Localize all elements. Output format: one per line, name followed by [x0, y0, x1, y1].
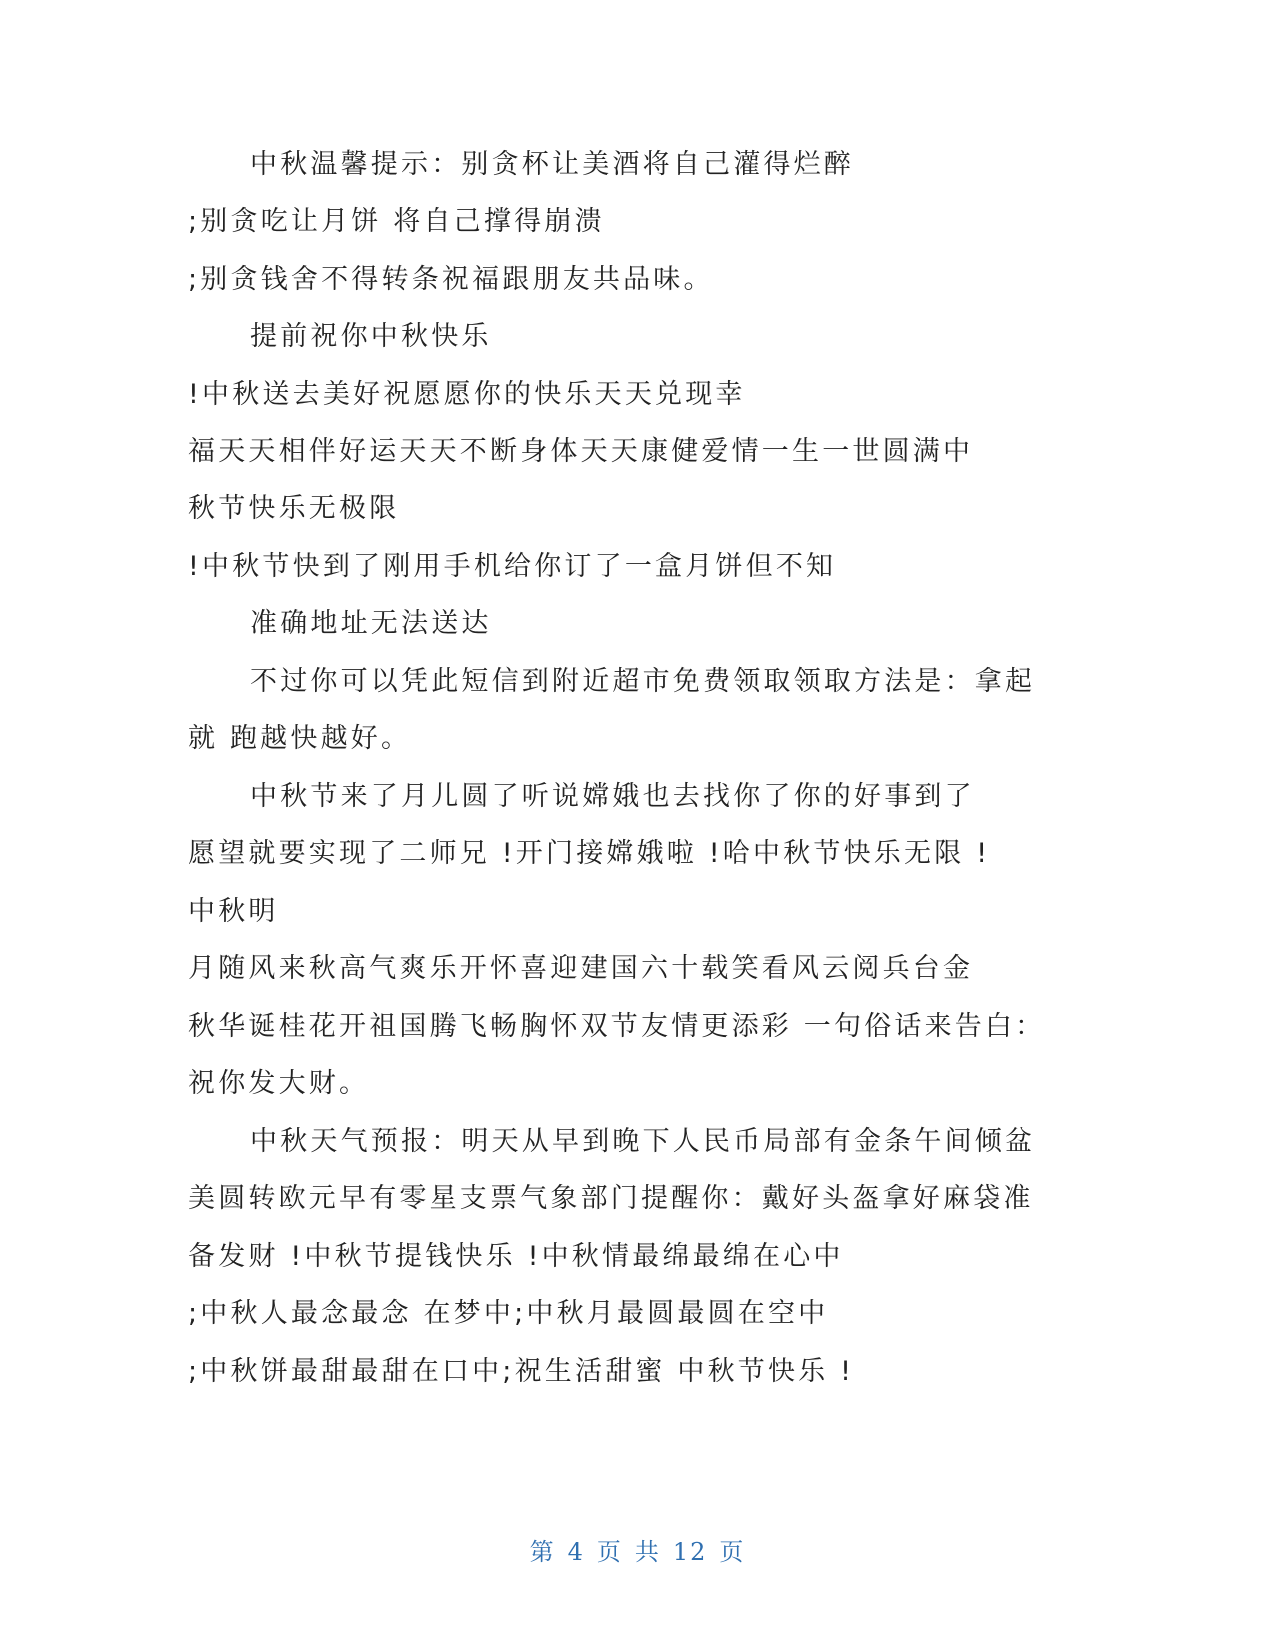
- text-line: !中秋节快到了刚用手机给你订了一盒月饼但不知: [188, 551, 837, 582]
- text-line: 祝你发大财。: [188, 1068, 370, 1099]
- text-line: ;别贪吃让月饼 将自己撑得崩溃: [188, 206, 605, 237]
- text-line: ;别贪钱舍不得转条祝福跟朋友共品味。: [188, 264, 714, 295]
- text-line: 愿望就要实现了二师兄 !开门接嫦娥啦 !哈中秋节快乐无限 !: [188, 838, 991, 869]
- total-pages-number: 12: [672, 1538, 708, 1566]
- text-line: ;中秋人最念最念 在梦中;中秋月最圆最圆在空中: [188, 1298, 829, 1329]
- page-footer: [0, 1537, 1275, 1567]
- text-line: 秋节快乐无极限: [188, 493, 400, 524]
- footer-prefix: 第: [529, 1538, 556, 1566]
- text-line: 美圆转欧元早有零星支票气象部门提醒你：戴好头盔拿好麻袋准: [188, 1183, 1034, 1214]
- text-line: 中秋明: [188, 896, 279, 927]
- text-line: !中秋送去美好祝愿愿你的快乐天天兑现幸: [188, 379, 746, 410]
- text-line: ;中秋饼最甜最甜在口中;祝生活甜蜜 中秋节快乐 !: [188, 1356, 855, 1387]
- footer-total-word: 共: [634, 1538, 661, 1566]
- text-line: 提前祝你中秋快乐: [250, 321, 492, 352]
- footer-total-unit: 页: [719, 1538, 746, 1566]
- footer-page-unit: 页: [596, 1538, 623, 1566]
- text-line: 不过你可以凭此短信到附近超市免费领取领取方法是：拿起: [250, 666, 1036, 697]
- text-line: 备发财 !中秋节提钱快乐 !中秋情最绵最绵在心中: [188, 1241, 844, 1272]
- text-line: 中秋天气预报：明天从早到晚下人民币局部有金条午间倾盆: [250, 1126, 1036, 1157]
- text-line: 月随风来秋高气爽乐开怀喜迎建国六十载笑看风云阅兵台金: [188, 953, 974, 984]
- current-page-number: 4: [567, 1538, 585, 1566]
- text-line: 准确地址无法送达: [250, 608, 492, 639]
- text-line: 中秋节来了月儿圆了听说嫦娥也去找你了你的好事到了: [250, 781, 975, 812]
- text-line: 中秋温馨提示：别贪杯让美酒将自己灌得烂醉: [250, 149, 854, 180]
- text-line: 就 跑越快越好。: [188, 723, 412, 754]
- text-line: 秋华诞桂花开祖国腾飞畅胸怀双节友情更添彩 一句俗话来告白：: [188, 1011, 1046, 1042]
- text-line: 福天天相伴好运天天不断身体天天康健爱情一生一世圆满中: [188, 436, 974, 467]
